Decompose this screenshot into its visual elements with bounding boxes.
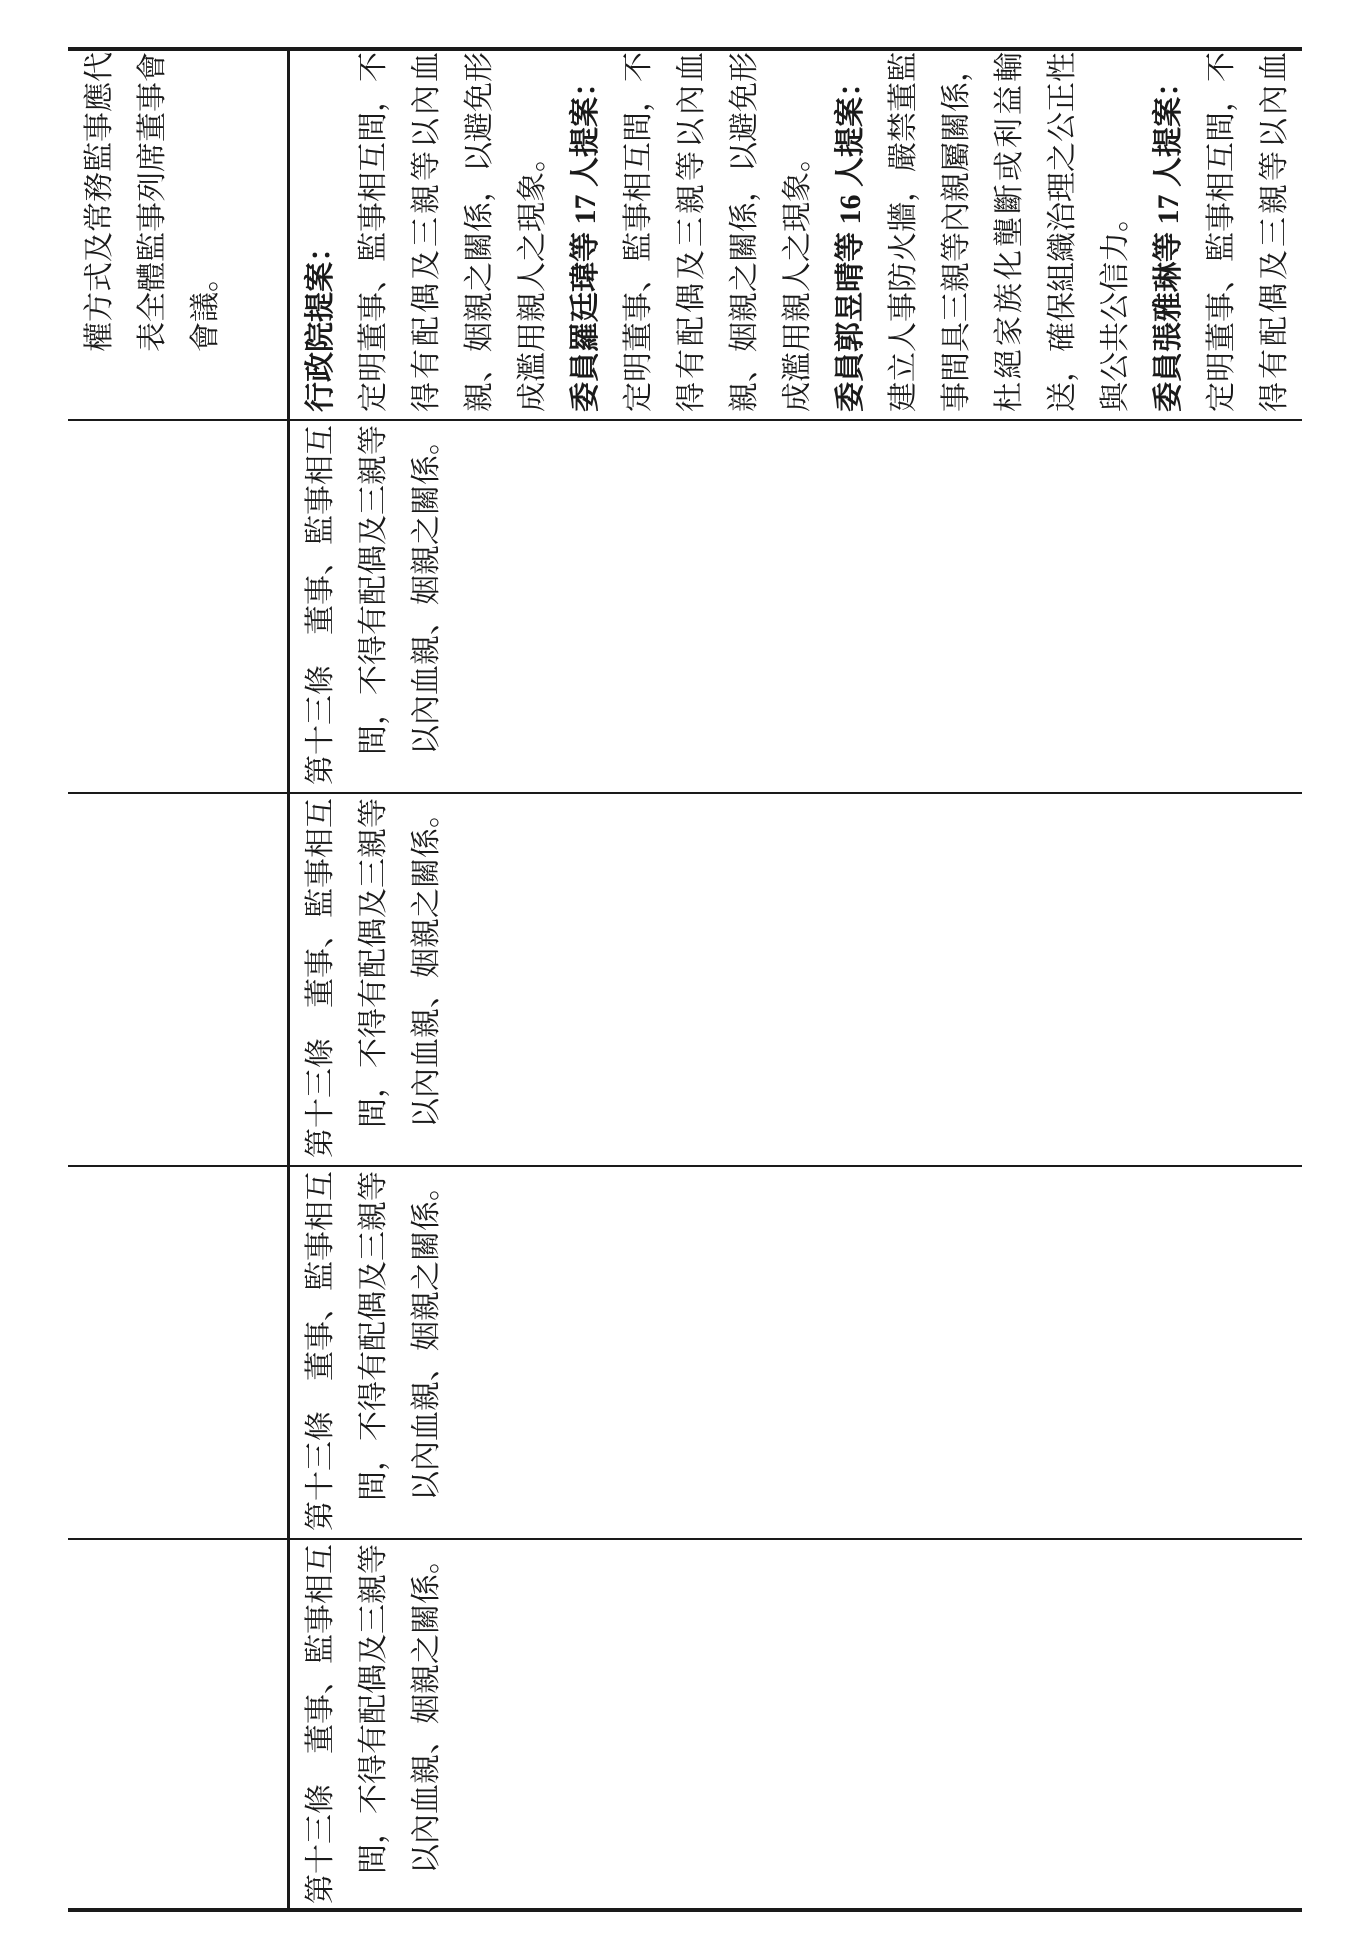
- article-cell-4: [290, 420, 1302, 793]
- continued-row-notes-cell: [68, 47, 287, 420]
- column-divider: [68, 1165, 1302, 1167]
- table-edge-line: [68, 47, 1302, 51]
- proposal-heading: 委員郭昱晴等 16 人提案：: [834, 67, 867, 412]
- article-text-line: 以內血親、姻親之關係。: [410, 1171, 443, 1501]
- note-text-line: 會議。: [189, 262, 222, 352]
- note-text-line: 權方式及常務監事應代: [83, 52, 116, 352]
- proposal-notes-cell: [290, 47, 1302, 420]
- proposal-text-line: 事間具三親等內親屬關係，: [940, 52, 973, 412]
- proposal-heading: 委員羅廷瑋等 17 人提案：: [569, 67, 602, 412]
- continued-row-cell-4: [68, 420, 287, 793]
- article-text-line: 間，不得有配偶及三親等: [357, 1544, 390, 1874]
- article-text-line: 間，不得有配偶及三親等: [357, 798, 390, 1128]
- proposal-text-line: 成濫用親人之現象。: [516, 142, 549, 412]
- comparison-table: [68, 47, 1302, 1912]
- article-text-line: 以內血親、姻親之關係。: [410, 425, 443, 755]
- article-text-line: 以內血親、姻親之關係。: [410, 1544, 443, 1874]
- article-cell-1: [290, 1539, 1302, 1912]
- continued-row-cell-2: [68, 1166, 287, 1539]
- column-divider: [68, 792, 1302, 794]
- proposal-text-line: 得有配偶及三親等以內血: [675, 52, 708, 412]
- article-cell-2: [290, 1166, 1302, 1539]
- proposal-text-line: 親、姻親之關係，以避免形: [728, 52, 761, 412]
- table-edge-line: [68, 1908, 1302, 1912]
- proposal-text-line: 定明董事、監事相互間，不: [357, 52, 390, 412]
- proposal-text-line: 與公共公信力。: [1099, 202, 1132, 412]
- article-cell-3: [290, 793, 1302, 1166]
- proposal-text-line: 成濫用親人之現象。: [781, 142, 814, 412]
- note-text-line: 表全體監事列席董事會: [136, 52, 169, 352]
- proposal-text-line: 得有配偶及三親等以內血: [1258, 52, 1291, 412]
- article-text-line: 間，不得有配偶及三親等: [357, 425, 390, 755]
- proposal-text-line: 定明董事、監事相互間，不: [1205, 52, 1238, 412]
- continued-row-cell-3: [68, 793, 287, 1166]
- proposal-text-line: 定明董事、監事相互間，不: [622, 52, 655, 412]
- proposal-text-line: 送，確保組織治理之公正性: [1046, 52, 1079, 412]
- proposal-heading: 行政院提案：: [304, 232, 337, 412]
- continued-row-cell-1: [68, 1539, 287, 1912]
- proposal-text-line: 建立人事防火牆，嚴禁董監: [887, 52, 920, 412]
- column-divider: [68, 419, 1302, 421]
- article-text-line: 第十三條 董事、監事相互: [304, 1544, 337, 1904]
- row-divider: [287, 47, 290, 1912]
- article-text-line: 第十三條 董事、監事相互: [304, 798, 337, 1158]
- article-text-line: 第十三條 董事、監事相互: [304, 1171, 337, 1531]
- article-text-line: 第十三條 董事、監事相互: [304, 425, 337, 785]
- proposal-text-line: 親、姻親之關係，以避免形: [463, 52, 496, 412]
- proposal-text-line: 得有配偶及三親等以內血: [410, 52, 443, 412]
- column-divider: [68, 1538, 1302, 1540]
- article-text-line: 間，不得有配偶及三親等: [357, 1171, 390, 1501]
- proposal-text-line: 杜絕家族化壟斷或利益輸: [993, 52, 1026, 412]
- article-text-line: 以內血親、姻親之關係。: [410, 798, 443, 1128]
- proposal-heading: 委員張雅琳等 17 人提案：: [1152, 67, 1185, 412]
